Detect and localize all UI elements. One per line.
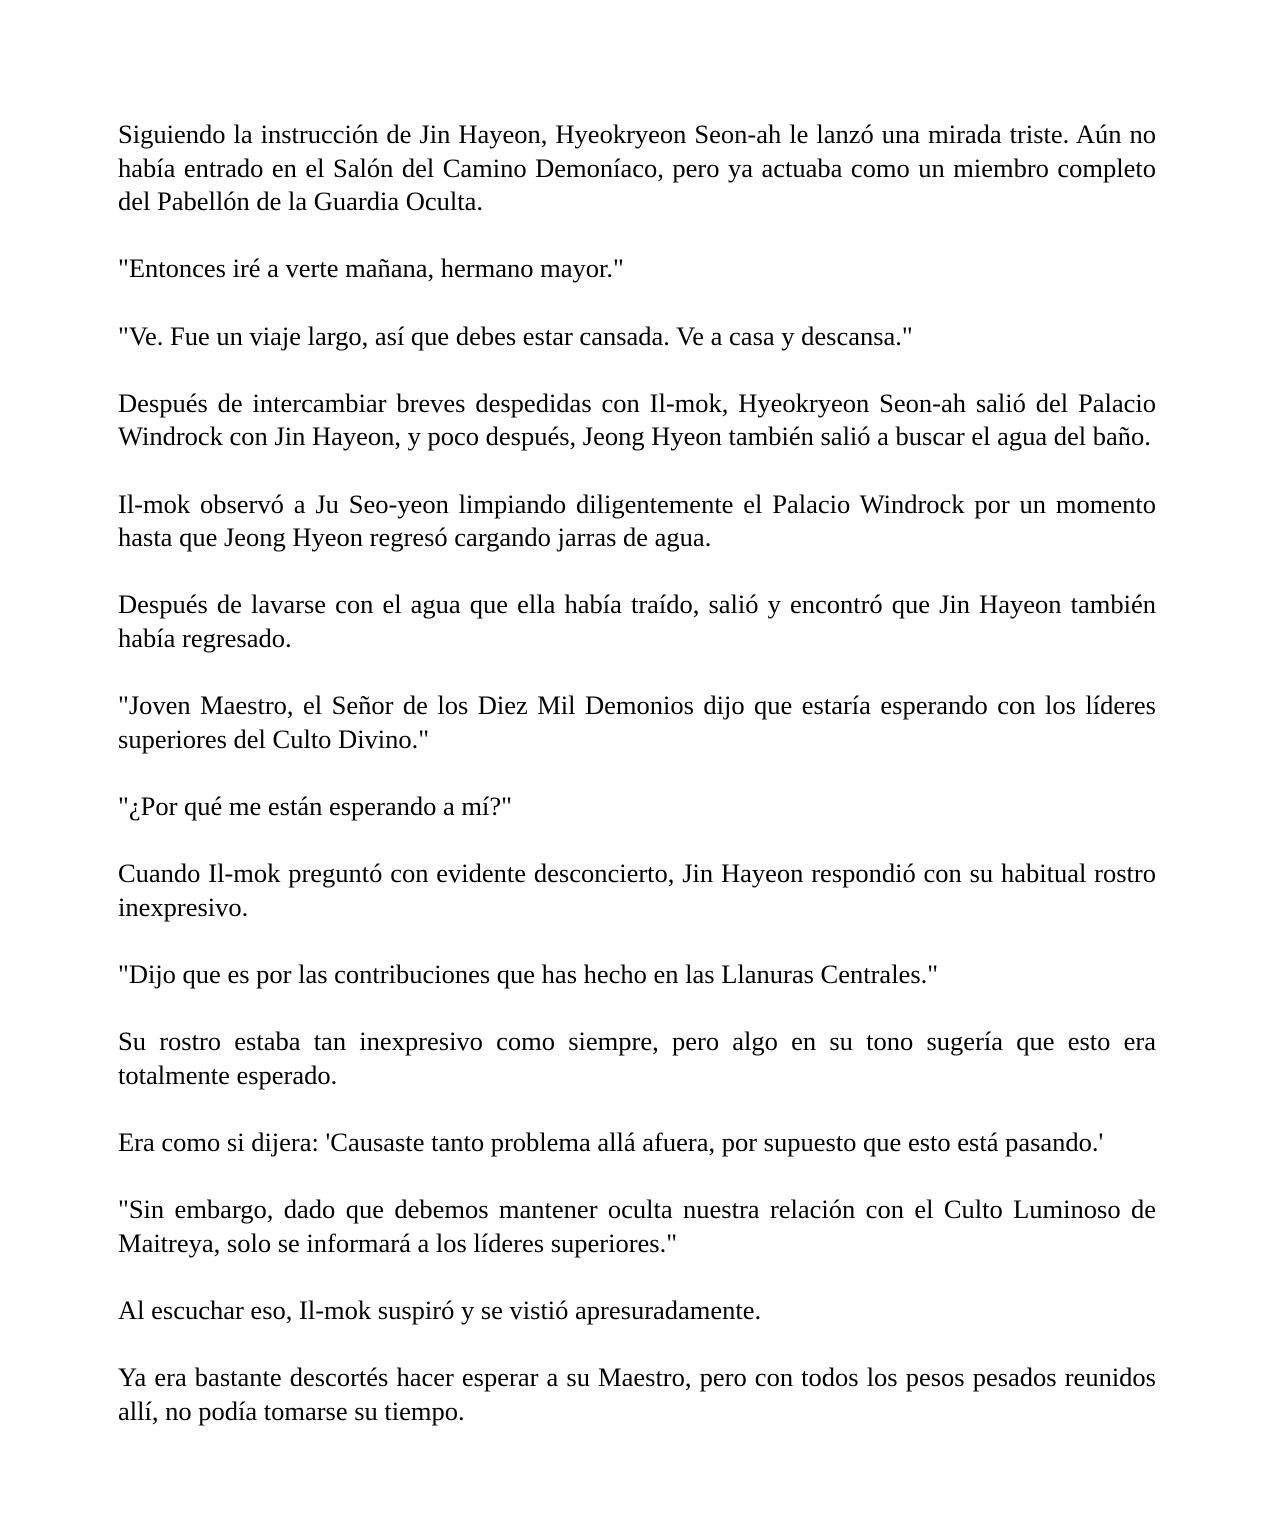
paragraph: Después de intercambiar breves despedidas con Il-mok, Hyeokryeon Seon-ah salió del Palacio Windrock con Jin Hayeon, y poco después, Jeong Hyeon también salió a buscar el agua del baño. (118, 387, 1156, 452)
document-page (118, 118, 1156, 1428)
paragraph: Siguiendo la instrucción de Jin Hayeon, Hyeokryeon Seon-ah le lanzó una mirada triste. Aún no había entrado en el Salón del Camino Demoníaco, pero ya actuaba como un miembro completo del Pabellón de la Guardia Oculta. (118, 119, 1156, 217)
paragraph: Era como si dijera: 'Causaste tanto problema allá afuera, por supuesto que esto está pasando.' (118, 1126, 1104, 1157)
paragraph: "Dijo que es por las contribuciones que has hecho en las Llanuras Centrales." (118, 958, 939, 989)
paragraph: Il-mok observó a Ju Seo-yeon limpiando diligentemente el Palacio Windrock por un momento hasta que Jeong Hyeon regresó cargando jarras de agua. (118, 488, 1156, 553)
paragraph: Su rostro estaba tan inexpresivo como siempre, pero algo en su tono sugería que esto era totalmente esperado. (118, 1026, 1156, 1090)
paragraph: "Entonces iré a verte mañana, hermano mayor." (118, 253, 624, 284)
paragraph: Después de lavarse con el agua que ella había traído, salió y encontró que Jin Hayeon también había regresado. (118, 589, 1156, 653)
paragraph: "Sin embargo, dado que debemos mantener oculta nuestra relación con el Culto Luminoso de Maitreya, solo se informará a los líderes superiores." (118, 1194, 1156, 1258)
paragraph: "Ve. Fue un viaje largo, así que debes estar cansada. Ve a casa y descansa." (118, 320, 913, 351)
paragraph: "¿Por qué me están esperando a mí?" (118, 790, 512, 821)
paragraph: Cuando Il-mok preguntó con evidente desconcierto, Jin Hayeon respondió con su habitual rostro inexpresivo. (118, 858, 1156, 922)
paragraph: Al escuchar eso, Il-mok suspiró y se vistió apresuradamente. (118, 1294, 762, 1325)
paragraph: "Joven Maestro, el Señor de los Diez Mil Demonios dijo que estaría esperando con los líderes superiores del Culto Divino." (118, 690, 1156, 754)
paragraph: Ya era bastante descortés hacer esperar a su Maestro, pero con todos los pesos pesados reunidos allí, no podía tomarse su tiempo. (118, 1361, 1156, 1426)
